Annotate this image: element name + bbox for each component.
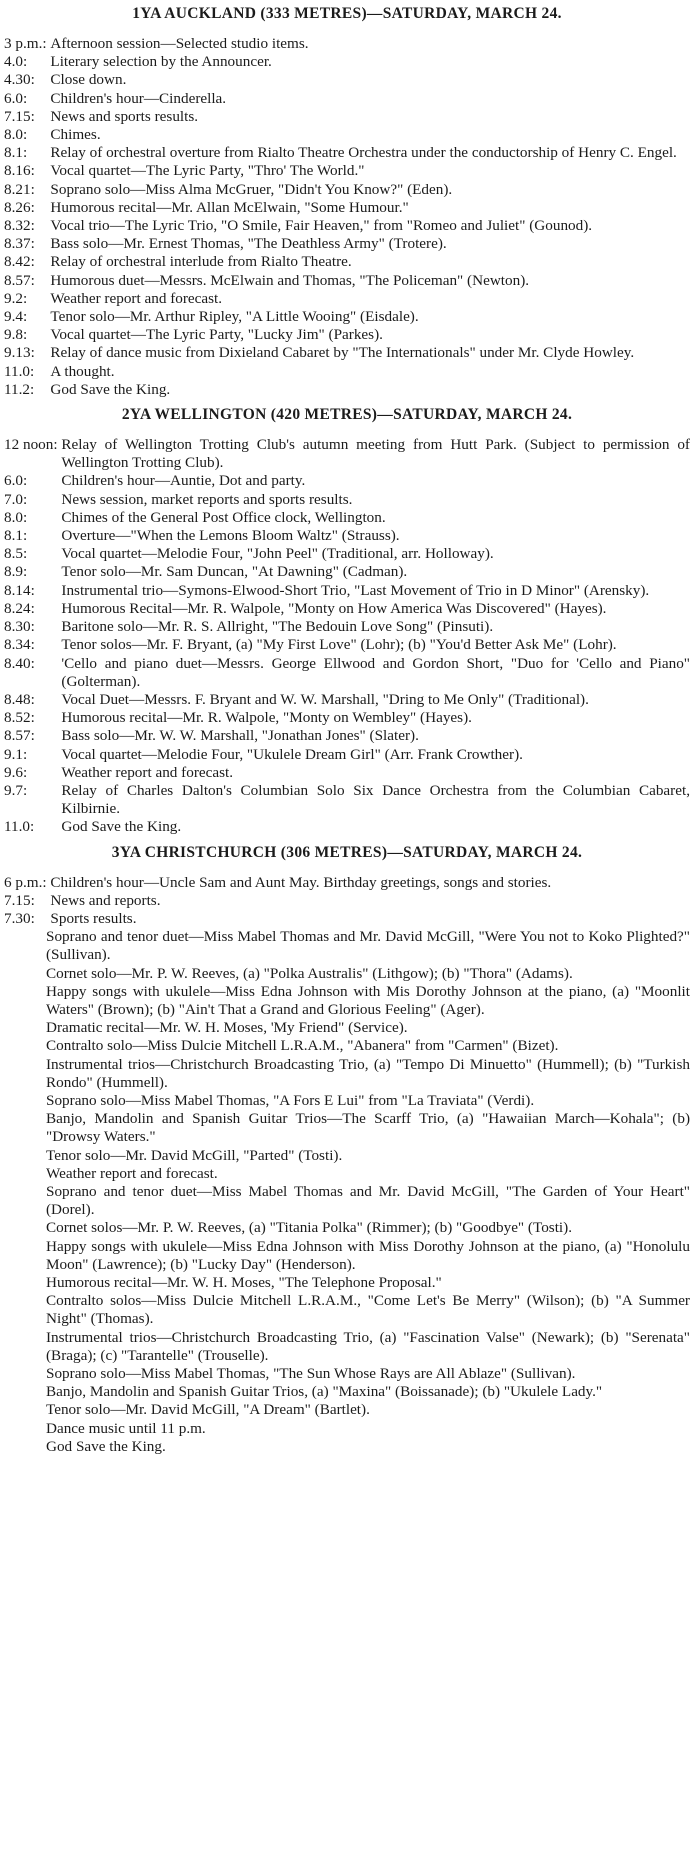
- programme-item: [4, 600, 690, 618]
- item-description: Afternoon session—Selected studio items.: [50, 35, 309, 52]
- item-description: Vocal quartet—Melodie Four, "John Peel" (Traditional, arr. Holloway).: [61, 545, 494, 563]
- programme-item: [4, 1292, 690, 1328]
- item-description: Vocal quartet—The Lyric Party, "Thro' The World.": [50, 162, 365, 180]
- item-description: Vocal trio—The Lyric Trio, "O Smile, Fair Heaven," from "Romeo and Juliet" (Gounod).: [50, 217, 593, 235]
- item-time: 8.26:: [4, 198, 39, 216]
- item-time: 8.1:: [4, 527, 32, 545]
- programme-item: [4, 727, 690, 745]
- programme-item: [4, 1383, 690, 1401]
- programme-item: [4, 983, 690, 1019]
- programme-item: [4, 910, 690, 928]
- item-description: Overture—"When the Lemons Bloom Waltz" (Strauss).: [61, 527, 400, 545]
- item-description: Weather report and forecast.: [50, 289, 223, 307]
- item-description: 'Cello and piano duet—Messrs. George Ellwood and Gordon Short, "Duo for 'Cello and Piano" (Golterman).: [61, 654, 690, 690]
- item-time: 7.0:: [4, 490, 32, 508]
- item-time: 9.2:: [4, 289, 32, 307]
- item-description: Tenor solo—Mr. Sam Duncan, "At Dawning" (Cadman).: [61, 563, 408, 581]
- programme-item: [4, 1092, 690, 1110]
- station-heading: 3YA CHRISTCHURCH (306 METRES)—SATURDAY, MARCH 24.: [111, 843, 583, 861]
- item-description: Happy songs with ukulele—Miss Edna Johnson with Mis Dorothy Johnson at the piano, (a) "Moonlit Waters" (Brown); (b) "Ain't That a Grand and Glorious Feeling" (Ager).: [46, 982, 690, 1018]
- item-description: Tenor solo—Mr. David McGill, "Parted" (Tosti).: [46, 1146, 343, 1164]
- programme-item: [4, 527, 690, 545]
- programme-item: [4, 1365, 690, 1383]
- programme-item: [4, 818, 690, 836]
- programme-item: [4, 545, 690, 563]
- item-time: 9.8:: [4, 326, 32, 344]
- item-description: Vocal quartet—The Lyric Party, "Lucky Jim" (Parkes).: [50, 326, 383, 344]
- item-time: 8.0:: [4, 508, 32, 526]
- programme-item: [4, 1183, 690, 1219]
- item-description: Bass solo—Mr. Ernest Thomas, "The Deathless Army" (Trotere).: [50, 235, 447, 253]
- item-description: Bass solo—Mr. W. W. Marshall, "Jonathan Jones" (Slater).: [61, 727, 419, 745]
- programme-item: [4, 965, 690, 983]
- programme-item: [4, 1019, 690, 1037]
- programme-item: [4, 691, 690, 709]
- programme-item: [4, 1037, 690, 1055]
- item-description: News session, market reports and sports results.: [61, 490, 353, 508]
- item-description: Instrumental trio—Symons-Elwood-Short Trio, "Last Movement of Trio in D Minor" (Arensky).: [61, 581, 650, 599]
- programme-item: [4, 655, 690, 691]
- programme-item: [4, 162, 690, 180]
- programme-item: [4, 217, 690, 235]
- item-time: 9.4:: [4, 308, 32, 326]
- item-description: Children's hour—Uncle Sam and Aunt May. Birthday greetings, songs and stories.: [50, 873, 552, 891]
- item-time: 8.34:: [4, 636, 39, 654]
- programme-item: [4, 892, 690, 910]
- item-description: God Save the King.: [46, 1437, 166, 1455]
- item-description: God Save the King.: [50, 380, 171, 398]
- item-description: Relay of orchestral overture from Rialto Theatre Orchestra under the conductorship of Henry C. Engel.: [50, 144, 677, 162]
- programme-item: [4, 874, 690, 892]
- programme-item: [4, 509, 690, 527]
- programme-item: [4, 71, 690, 89]
- item-time: 3 p.m.:: [4, 35, 51, 52]
- programme-item: [4, 144, 690, 162]
- item-time: 4.0:: [4, 53, 32, 71]
- item-time: 8.30:: [4, 618, 39, 636]
- item-description: Chimes.: [50, 126, 101, 144]
- item-description: Dance music until 11 p.m.: [46, 1419, 206, 1437]
- item-time: 9.1:: [4, 745, 32, 763]
- item-description: Happy songs with ukulele—Miss Edna Johnson with Miss Dorothy Johnson at the piano, (a) "Honolulu Moon" (Lawrence); (b) "Lucky Day" (Henderson).: [46, 1237, 690, 1273]
- item-time: 7.15:: [4, 891, 39, 909]
- item-description: Sports results.: [50, 909, 137, 927]
- programme-item: [4, 1165, 690, 1183]
- item-description: Cornet solos—Mr. P. W. Reeves, (a) "Titania Polka" (Rimmer); (b) "Goodbye" (Tosti).: [46, 1219, 573, 1237]
- programme-item: [4, 253, 690, 271]
- programme-item: [4, 126, 690, 144]
- item-time: 9.13:: [4, 344, 39, 362]
- item-description: Tenor solo—Mr. Arthur Ripley, "A Little Wooing" (Eisdale).: [50, 308, 419, 326]
- item-description: A thought.: [50, 362, 115, 380]
- item-time: 11.0:: [4, 362, 39, 380]
- item-time: 7.30:: [4, 909, 39, 927]
- programme-item: [4, 764, 690, 782]
- station-section: [4, 4, 690, 399]
- programme-item: [4, 290, 690, 308]
- item-description: Instrumental trios—Christchurch Broadcasting Trio, (a) "Tempo Di Minuetto" (Hummell); (b) "Turkish Rondo" (Hummell).: [46, 1055, 690, 1091]
- item-time: 6.0:: [4, 89, 32, 107]
- item-description: God Save the King.: [61, 818, 182, 836]
- item-description: Tenor solo—Mr. David McGill, "A Dream" (Bartlet).: [46, 1401, 370, 1419]
- item-description: Contralto solos—Miss Dulcie Mitchell L.R.A.M., "Come Let's Be Merry" (Wilson); (b) "A Summer Night" (Thomas).: [46, 1292, 690, 1328]
- item-description: Relay of Wellington Trotting Club's autumn meeting from Hutt Park. (Subject to permission of Wellington Trotting Club).: [61, 436, 690, 472]
- programme-item: [4, 235, 690, 253]
- programme-item: [4, 1401, 690, 1419]
- item-time: 8.0:: [4, 126, 32, 144]
- station-heading: 1YA AUCKLAND (333 METRES)—SATURDAY, MARCH 24.: [132, 5, 562, 22]
- programme-item: [4, 344, 690, 362]
- item-description: Weather report and forecast.: [61, 763, 234, 781]
- programme-item: [4, 363, 690, 381]
- item-description: Literary selection by the Announcer.: [50, 53, 272, 71]
- item-description: News and sports results.: [50, 107, 199, 125]
- item-description: Relay of dance music from Dixieland Cabaret by "The Internationals" under Mr. Clyde Howley.: [50, 344, 635, 362]
- item-time: 8.40:: [4, 654, 39, 672]
- programme-item: [4, 35, 690, 53]
- item-time: 6.0:: [4, 472, 32, 490]
- item-time: 8.1:: [4, 144, 32, 162]
- item-description: Humorous recital—Mr. R. Walpole, "Monty on Wembley" (Hayes).: [61, 709, 472, 727]
- item-description: Soprano and tenor duet—Miss Mabel Thomas and Mr. David McGill, "The Garden of Your Heart" (Dorel).: [46, 1182, 690, 1219]
- item-time: 8.5:: [4, 545, 32, 563]
- item-description: Relay of orchestral interlude from Rialto Theatre.: [50, 253, 352, 271]
- programme-item: [4, 618, 690, 636]
- item-time: 8.21:: [4, 180, 39, 198]
- item-description: Instrumental trios—Christchurch Broadcasting Trio, (a) "Fascination Valse" (Newark); (b) "Serenata" (Braga); (c) "Tarantelle" (Trouselle).: [46, 1328, 690, 1364]
- item-time: 8.9:: [4, 563, 32, 581]
- programme-item: [4, 1238, 690, 1274]
- programme-item: [4, 272, 690, 290]
- item-description: Dramatic recital—Mr. W. H. Moses, 'My Friend" (Service).: [46, 1019, 408, 1037]
- item-time: 8.57:: [4, 727, 39, 745]
- item-time: 8.42:: [4, 253, 39, 271]
- programme-item: [4, 90, 690, 108]
- programme-item: [4, 1147, 690, 1165]
- programme-item: [4, 436, 690, 472]
- item-description: Vocal Duet—Messrs. F. Bryant and W. W. Marshall, "Dring to Me Only" (Traditional).: [61, 690, 589, 708]
- item-time: 11.2:: [4, 380, 39, 398]
- programme-item: [4, 53, 690, 71]
- item-description: Children's hour—Auntie, Dot and party.: [61, 472, 306, 490]
- programme-item: [4, 746, 690, 764]
- item-description: Baritone solo—Mr. R. S. Allright, "The Bedouin Love Song" (Pinsuti).: [61, 618, 494, 636]
- item-description: Humorous duet—Messrs. McElwain and Thomas, "The Policeman" (Newton).: [50, 271, 530, 289]
- programme-item: [4, 491, 690, 509]
- programme-item: [4, 563, 690, 581]
- station-section: [4, 405, 690, 836]
- programme-item: [4, 1438, 690, 1456]
- programme-item: [4, 199, 690, 217]
- item-time: 8.24:: [4, 599, 39, 617]
- station-heading: 2YA WELLINGTON (420 METRES)—SATURDAY, MARCH 24.: [121, 406, 573, 424]
- programme-item: [4, 709, 690, 727]
- programme-item: [4, 326, 690, 344]
- item-description: Humorous Recital—Mr. R. Walpole, "Monty on How America Was Discovered" (Hayes).: [61, 599, 607, 617]
- programme-item: [4, 1329, 690, 1365]
- item-description: Vocal quartet—Melodie Four, "Ukulele Dream Girl" (Arr. Frank Crowther).: [61, 745, 523, 763]
- programme-item: [4, 181, 690, 199]
- item-description: Children's hour—Cinderella.: [50, 89, 227, 107]
- item-time: 8.16:: [4, 162, 39, 180]
- programme-item: [4, 1274, 690, 1292]
- item-time: 8.48:: [4, 690, 39, 708]
- programme-item: [4, 928, 690, 964]
- item-time: 8.14:: [4, 581, 39, 599]
- programme-item: [4, 782, 690, 818]
- programme-item: [4, 636, 690, 654]
- programme-item: [4, 472, 690, 490]
- item-description: Soprano and tenor duet—Miss Mabel Thomas and Mr. David McGill, "Were You not to Koko Plighted?" (Sullivan).: [46, 928, 690, 964]
- item-description: Soprano solo—Miss Mabel Thomas, "A Fors E Lui" from "La Traviata" (Verdi).: [46, 1091, 535, 1109]
- item-time: 7.15:: [4, 107, 39, 125]
- item-time: 12 noon:: [4, 436, 62, 454]
- item-description: Tenor solos—Mr. F. Bryant, (a) "My First Love" (Lohr); (b) "You'd Better Ask Me" (Lohr).: [61, 636, 617, 654]
- item-description: Humorous recital—Mr. Allan McElwain, "Some Humour.": [50, 198, 409, 216]
- programme-item: [4, 1219, 690, 1237]
- programme-item: [4, 1420, 690, 1438]
- item-description: Banjo, Mandolin and Spanish Guitar Trios—The Scarff Trio, (a) "Hawaiian March—Kohala"; (b) "Drowsy Waters.": [46, 1110, 690, 1146]
- programme-item: [4, 308, 690, 326]
- item-description: Weather report and forecast.: [46, 1164, 218, 1182]
- item-time: 6 p.m.:: [4, 873, 51, 891]
- item-description: Chimes of the General Post Office clock, Wellington.: [61, 508, 386, 526]
- item-description: Humorous recital—Mr. W. H. Moses, "The Telephone Proposal.": [46, 1274, 442, 1291]
- station-section: [4, 843, 690, 1457]
- item-description: News and reports.: [50, 891, 161, 909]
- item-description: Soprano solo—Miss Alma McGruer, "Didn't You Know?" (Eden).: [50, 180, 453, 198]
- item-description: Relay of Charles Dalton's Columbian Solo Six Dance Orchestra from the Columbian Cabaret, Kilbirnie.: [61, 781, 690, 818]
- item-time: 9.7:: [4, 781, 32, 799]
- item-time: 8.57:: [4, 271, 39, 289]
- item-description: Cornet solo—Mr. P. W. Reeves, (a) "Polka Australis" (Lithgow); (b) "Thora" (Adams).: [46, 964, 573, 982]
- item-time: 9.6:: [4, 763, 32, 781]
- item-description: Contralto solo—Miss Dulcie Mitchell L.R.A.M., "Abanera" from "Carmen" (Bizet).: [46, 1037, 559, 1055]
- item-time: 11.0:: [4, 818, 39, 836]
- programme-item: [4, 381, 690, 399]
- programme-item: [4, 1110, 690, 1146]
- item-time: 8.52:: [4, 709, 39, 727]
- item-time: 8.32:: [4, 217, 39, 235]
- item-description: Banjo, Mandolin and Spanish Guitar Trios, (a) "Maxina" (Boissanade); (b) "Ukulele Lady.": [46, 1383, 603, 1401]
- programme-item: [4, 582, 690, 600]
- item-time: 8.37:: [4, 235, 39, 253]
- item-description: Soprano solo—Miss Mabel Thomas, "The Sun Whose Rays are All Ablaze" (Sullivan).: [46, 1365, 576, 1383]
- programme-item: [4, 108, 690, 126]
- programme-item: [4, 1056, 690, 1092]
- item-description: Close down.: [50, 71, 127, 89]
- item-time: 4.30:: [4, 71, 39, 89]
